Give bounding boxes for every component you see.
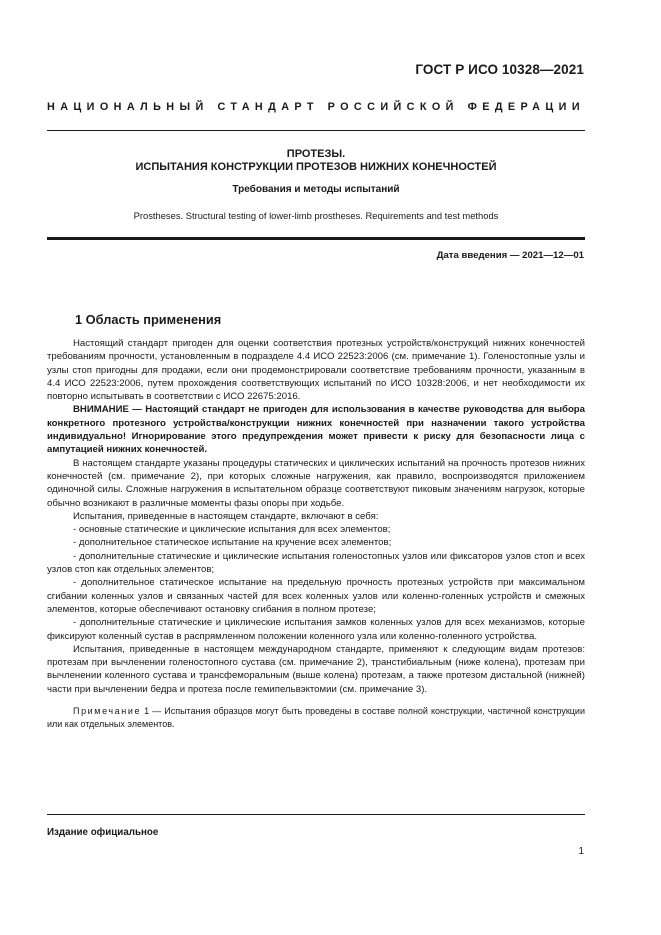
note-text: 1 — Испытания образцов могут быть проведены в составе полной конструкции, частичной конструкции или как отдельных элементов. [47, 706, 585, 729]
paragraph: Испытания, приведенные в настоящем международном стандарте, применяют к следующим видам протезов: протезам при вычленении голеностопного сустава (см. примечание 2), транстибиальным (ниже колена), протезам при вычленении коленного сустава и трансфеморальным (выше колена) протезам, а также протезом дистальной (нижней) части при вычленении бедра и протеза после гемипельвэктомии (см. примечание 3). [47, 643, 585, 695]
top-rule [47, 130, 585, 131]
introduction-date: Дата введения — 2021—12—01 [436, 250, 584, 261]
document-title [47, 148, 585, 174]
list-item: - дополнительные статические и циклические испытания голеностопных узлов или фиксаторов узлов стоп и всех узлов стоп как отдельных элементов; [47, 550, 585, 576]
note-label: Примечание [73, 706, 142, 717]
document-subtitle: Требования и методы испытаний [232, 184, 400, 195]
page-number: 1 [578, 846, 584, 857]
title-line-1: ПРОТЕЗЫ. [286, 148, 346, 160]
section-body [47, 337, 585, 730]
list-item: - дополнительное статическое испытание на предельную прочность протезных устройств при максимальном сгибании коленных узлов и связанных частей для всех коленных узлов или коленно-голенных устройств и смежных элементов, которые обеспечивают остановку сгибания в полном протезе; [47, 577, 585, 615]
list-item: - дополнительные статические и циклические испытания замков коленных узлов для всех механизмов, которые фиксируют коленный сустав в распрямленном положении коленного узла или коленно-голенного устройства. [47, 617, 585, 642]
national-standard-banner: НАЦИОНАЛЬНЫЙ СТАНДАРТ РОССИЙСКОЙ ФЕДЕРАЦИИ [47, 101, 585, 113]
footer-rule [47, 814, 585, 815]
english-title: Prostheses. Structural testing of lower-limb prostheses. Requirements and test methods [133, 210, 499, 221]
warning-paragraph: ВНИМАНИЕ — Настоящий стандарт не пригоден для использования в качестве руководства для выбора конкретного протезного устройства/конструкции нижних конечностей при назначении такого устройства индивидуально! Игнорирование этого предупреждения может привести к риску для безопасности лица с ампутацией нижних конечностей. [47, 404, 585, 456]
title-line-2: ИСПЫТАНИЯ КОНСТРУКЦИИ ПРОТЕЗОВ НИЖНИХ КОНЕЧНОСТЕЙ [135, 161, 497, 173]
paragraph: Испытания, приведенные в настоящем стандарте, включают в себя: [73, 510, 379, 522]
title-rule [47, 237, 585, 240]
note [47, 705, 585, 730]
paragraph: В настоящем стандарте указаны процедуры статических и циклических испытаний на прочность протезов нижних конечностей (см. примечание 2), при которых сложные нагружения, как правило, воспроизводятся приложением одиночной силы. Сложные нагружения в испытательном образце соответствуют пиковым значениям нагрузок, которые обычно возникают в различные моменты фазы опоры при ходьбе. [47, 457, 585, 509]
standard-code: ГОСТ Р ИСО 10328—2021 [415, 62, 584, 77]
paragraph: Настоящий стандарт пригоден для оценки соответствия протезных устройств/конструкций нижних конечностей требованиям прочности, установленным в подразделе 4.4 ИСО 22523:2006 (см. примечание 1). Голеностопные узлы и узлы стоп пригодны для продажи, если они продемонстрировали соответствие требованиям прочности, указанным в 4.4 ИСО 22523:2006, путем прохождения соответствующих испытаний по ИСО 10328:2006, и нет необходимости их повторно испытывать в соответствии с ИСО 22675:2016. [47, 338, 585, 403]
list-item: - основные статические и циклические испытания для всех элементов; [73, 524, 391, 536]
list-item: - дополнительное статическое испытание на кручение всех элементов; [73, 537, 392, 549]
section-heading: 1 Область применения [75, 312, 222, 327]
official-edition: Издание официальное [47, 827, 159, 838]
